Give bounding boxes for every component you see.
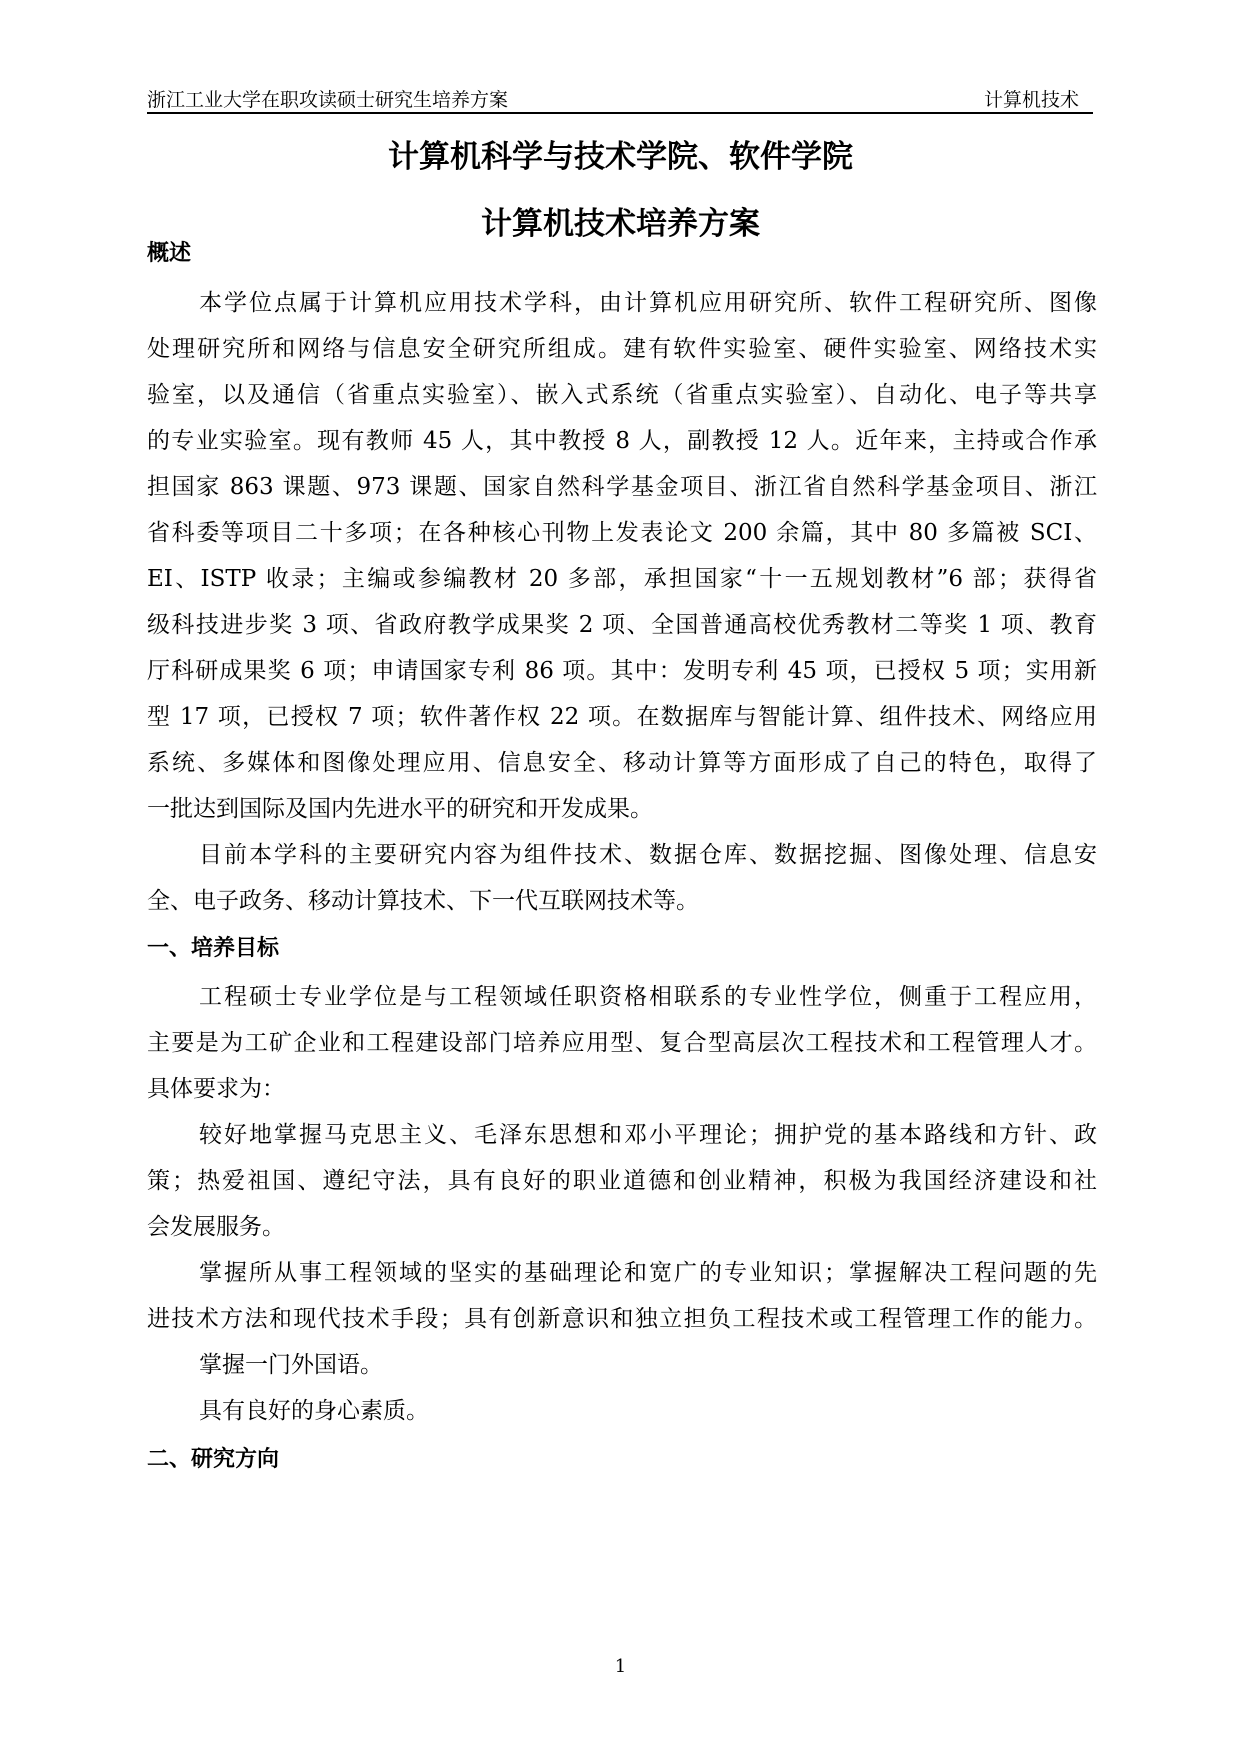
- paragraph-line: 全、电子政务、移动计算技术、下一代互联网技术等。: [147, 888, 699, 914]
- document-title-program: 计算机技术培养方案: [481, 206, 760, 242]
- paragraph-line: 具有良好的身心素质。: [199, 1398, 429, 1424]
- header-document-title: 浙江工业大学在职攻读硕士研究生培养方案: [147, 89, 509, 111]
- paragraph-line: 目前本学科的主要研究内容为组件技术、数据仓库、数据挖掘、图像处理、信息安: [199, 842, 1097, 868]
- section-heading-research: 二、研究方向: [147, 1447, 280, 1472]
- paragraph-line: 掌握一门外国语。: [199, 1352, 383, 1378]
- paragraph-line: 一批达到国际及国内先进水平的研究和开发成果。: [147, 796, 653, 822]
- paragraph-line: 省科委等项目二十多项；在各种核心刊物上发表论文 200 余篇，其中 80 多篇被 SCI、: [147, 520, 1097, 546]
- section-heading-overview: 概述: [147, 241, 192, 266]
- paragraph-line: 担国家 863 课题、973 课题、国家自然科学基金项目、浙江省自然科学基金项目、浙江: [147, 474, 1097, 500]
- paragraph-line: 策；热爱祖国、遵纪守法，具有良好的职业道德和创业精神，积极为我国经济建设和社: [147, 1168, 1097, 1194]
- paragraph-line: EI、ISTP 收录；主编或参编教材 20 多部，承担国家“十一五规划教材”6 部；获得省: [147, 566, 1097, 592]
- page-header: [147, 82, 1093, 114]
- document-title-school: 计算机科学与技术学院、软件学院: [388, 139, 853, 175]
- page-number: 1: [614, 1656, 627, 1677]
- paragraph-line: 处理研究所和网络与信息安全研究所组成。建有软件实验室、硬件实验室、网络技术实: [147, 336, 1097, 362]
- paragraph-line: 本学位点属于计算机应用技术学科，由计算机应用研究所、软件工程研究所、图像: [199, 290, 1097, 316]
- paragraph-line: 型 17 项，已授权 7 项；软件著作权 22 项。在数据库与智能计算、组件技术、网络应用: [147, 704, 1097, 730]
- paragraph-line: 具体要求为：: [147, 1076, 285, 1102]
- paragraph-line: 较好地掌握马克思主义、毛泽东思想和邓小平理论；拥护党的基本路线和方针、政: [199, 1122, 1097, 1148]
- paragraph-line: 厅科研成果奖 6 项；申请国家专利 86 项。其中：发明专利 45 项，已授权 5 项；实用新: [147, 658, 1097, 684]
- paragraph-line: 会发展服务。: [147, 1214, 285, 1240]
- paragraph-line: 系统、多媒体和图像处理应用、信息安全、移动计算等方面形成了自己的特色，取得了: [147, 750, 1097, 776]
- section-heading-goals: 一、培养目标: [147, 936, 280, 961]
- paragraph-line: 验室，以及通信（省重点实验室）、嵌入式系统（省重点实验室）、自动化、电子等共享: [147, 382, 1097, 408]
- paragraph-line: 主要是为工矿企业和工程建设部门培养应用型、复合型高层次工程技术和工程管理人才。: [147, 1030, 1097, 1056]
- paragraph-line: 的专业实验室。现有教师 45 人，其中教授 8 人，副教授 12 人。近年来，主持或合作承: [147, 428, 1097, 454]
- paragraph-line: 进技术方法和现代技术手段；具有创新意识和独立担负工程技术或工程管理工作的能力。: [147, 1306, 1097, 1332]
- header-program-name: 计算机技术: [983, 89, 1079, 111]
- paragraph-line: 掌握所从事工程领域的坚实的基础理论和宽广的专业知识；掌握解决工程问题的先: [199, 1260, 1097, 1286]
- paragraph-line: 级科技进步奖 3 项、省政府教学成果奖 2 项、全国普通高校优秀教材二等奖 1 项、教育: [147, 612, 1097, 638]
- paragraph-line: 工程硕士专业学位是与工程领域任职资格相联系的专业性学位，侧重于工程应用，: [199, 984, 1097, 1010]
